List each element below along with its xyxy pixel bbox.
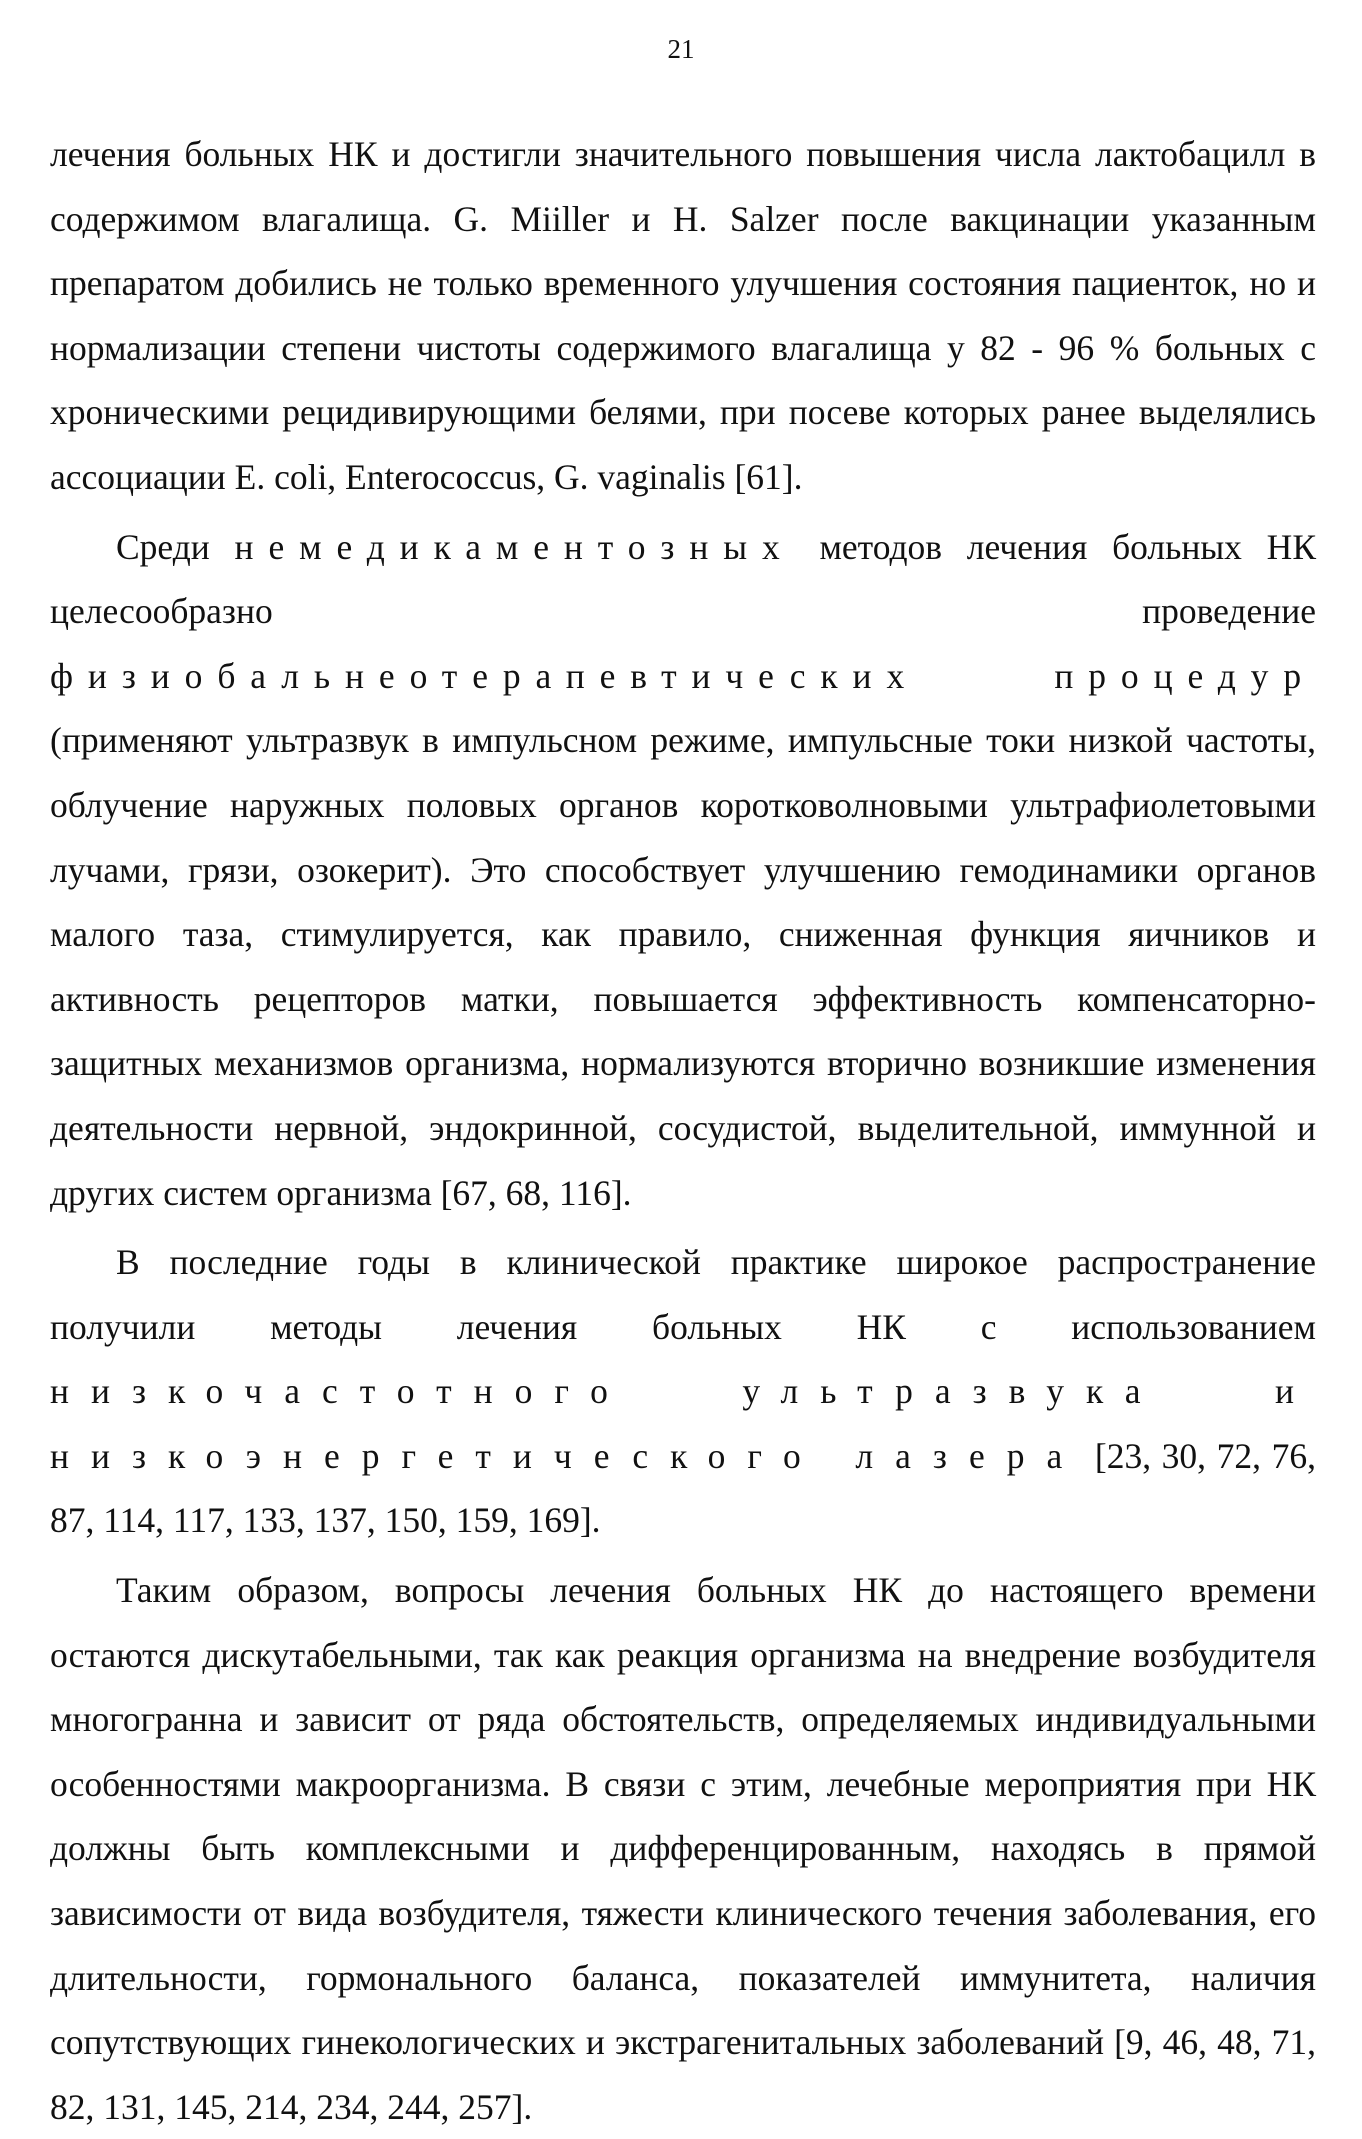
page-number: 21 xyxy=(667,34,695,64)
text-segment: лечения больных НК и достигли значительного повышения числа лактобацилл в содержимом влагалища. G. Miiller и H. Salzer после вакцинации указанным препаратом добились не только временного улучшения состояния пациенток, но и нормализации степени чистоты содержимого влагалища у 82 - 96 % больных с хроническими рецидивирующими белями, при посеве которых ранее выделялись ассоциации E. coli, Enterococcus, G. vaginalis [61]. xyxy=(50,134,1316,497)
spaced-term-ultrasound-laser: низкочастотного ультразвука и низкоэнергетического лазера xyxy=(50,1371,1316,1476)
paragraph-2 xyxy=(50,515,1316,1226)
body-text xyxy=(50,122,1316,2139)
spaced-term-non-drug: немедикаментозных xyxy=(234,526,795,567)
paragraph-1 xyxy=(50,122,1316,510)
text-segment: Среди xyxy=(116,526,235,567)
text-segment: [23, 30, 72, 76, 87, 114, 117, 133, 137, 150, 159, 169]. xyxy=(50,1435,1316,1541)
text-segment: (применяют ультразвук в импульсном режиме, импульсные токи низкой частоты, облучение наружных половых органов коротковолновыми ультрафиолетовыми лучами, грязи, озокерит). Это способствует улучшению гемодинамики органов малого таза, стимулируется, как правило, сниженная функция яичников и активность рецепторов матки, повышается эффективность компенсаторно-защитных механизмов организма, нормализуются вторично возникшие изменения деятельности нервной, эндокринной, сосудистой, выделительной, иммунной и других систем организма [67, 68, 116]. xyxy=(50,720,1316,1213)
text-segment: В последние годы в клинической практике широкое распространение получили методы лечения больных НК с использованием xyxy=(50,1242,1316,1347)
paragraph-4 xyxy=(50,1558,1316,2139)
text-segment: Таким образом, вопросы лечения больных НК до настоящего времени остаются дискутабельными, так как реакция организма на внедрение возбудителя многогранна и зависит от ряда обстоятельств, определяемых индивидуальными особенностями макроорганизма. В связи с этим, лечебные мероприятия при НК должны быть комплексными и дифференцированным, находясь в прямой зависимости от вида возбудителя, тяжести клинического течения заболевания, его длительности, гормонального баланса, показателей иммунитета, наличия сопутствующих гинекологических и экстрагенитальных заболеваний [9, 46, 48, 71, 82, 131, 145, 214, 234, 244, 257]. xyxy=(50,1570,1316,2127)
paragraph-3 xyxy=(50,1230,1316,1553)
spaced-term-physio-balneo: физиобальнеотерапевтических процедур xyxy=(50,655,1316,696)
text-segment: методов лечения больных НК целесообразно проведение xyxy=(50,526,1316,632)
